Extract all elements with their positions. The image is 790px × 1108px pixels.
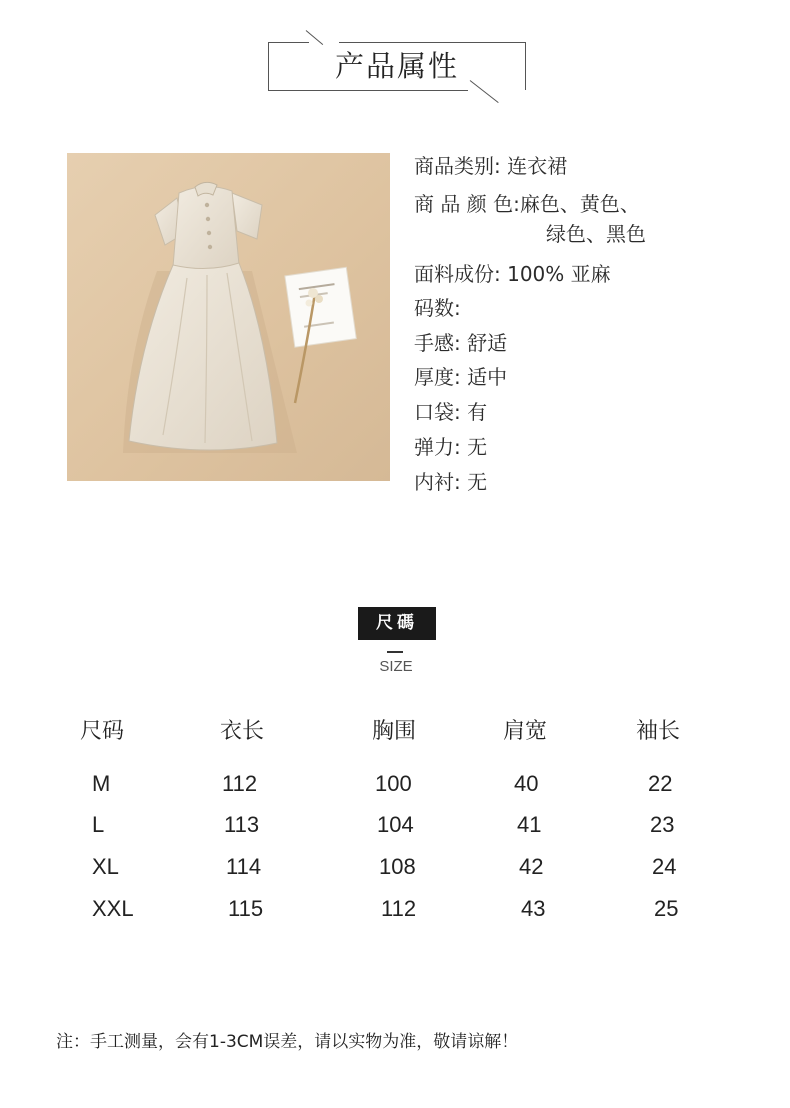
size-dash [387, 651, 403, 653]
table-cell: 41 [517, 812, 542, 837]
table-cell: 112 [222, 771, 258, 796]
attr-label: 码数 [414, 296, 454, 320]
attr-fabric: 面料成份: 100% 亚麻 [414, 262, 611, 286]
measurement-note: 注：手工测量，会有1-3CM误差，请以实物为准，敬请谅解！ [56, 1032, 519, 1052]
attr-label: 手感 [414, 331, 454, 355]
attr-value: 适中 [467, 365, 508, 389]
table-cell: 24 [652, 854, 677, 879]
attr-label: 内衬 [414, 470, 454, 494]
attr-feel: 手感: 舒适 [414, 331, 508, 355]
attr-value: 麻色、黄色、 [519, 192, 640, 216]
size-badge: 尺碼 [358, 607, 436, 640]
frame-bottom-line [268, 90, 468, 91]
attr-label: 口袋 [414, 400, 454, 424]
product-photo [67, 153, 390, 481]
table-cell: 115 [228, 896, 264, 921]
table-cell: 25 [654, 896, 679, 921]
attr-elasticity: 弹力: 无 [414, 435, 488, 459]
table-header-shoulder: 肩宽 [503, 719, 548, 744]
table-cell: 22 [648, 771, 673, 796]
attr-label: 商品类别 [414, 154, 494, 178]
attr-value: 无 [467, 470, 488, 494]
attr-lining: 内衬: 无 [414, 470, 488, 494]
table-cell: L [92, 812, 105, 837]
table-cell: 104 [377, 812, 414, 837]
table-cell: 112 [381, 896, 417, 921]
size-subtitle: SIZE [379, 658, 413, 675]
table-cell: 100 [375, 771, 412, 796]
table-cell: 43 [521, 896, 546, 921]
table-cell: 113 [224, 812, 260, 837]
table-cell: XXL [92, 896, 134, 921]
attr-category: 商品类别: 连衣裙 [414, 154, 568, 178]
table-cell: 42 [519, 854, 544, 879]
attr-label: 面料成份 [414, 262, 494, 286]
table-cell: 114 [226, 854, 262, 879]
table-header-length: 衣长 [220, 719, 265, 744]
attr-thickness: 厚度: 适中 [414, 365, 508, 389]
table-cell: 23 [650, 812, 675, 837]
table-header-bust: 胸围 [372, 719, 417, 744]
attr-label: 弹力 [414, 435, 454, 459]
dress-illustration [67, 153, 390, 481]
attr-value: 100% 亚麻 [507, 262, 611, 286]
table-cell: 40 [514, 771, 539, 796]
attr-size: 码数: [414, 296, 461, 320]
attr-value: 有 [467, 400, 488, 424]
table-cell: XL [92, 854, 119, 879]
attr-value: 无 [467, 435, 488, 459]
table-cell: 108 [379, 854, 416, 879]
table-cell: M [92, 771, 111, 796]
attr-pocket: 口袋: 有 [414, 400, 488, 424]
page-title: 产品属性 [334, 49, 459, 83]
attr-value: 连衣裙 [507, 154, 568, 178]
table-header-size: 尺码 [80, 719, 125, 744]
attr-color-cont: 绿色、黑色 [546, 222, 646, 246]
attr-value: 舒适 [467, 331, 508, 355]
table-header-sleeve: 袖长 [636, 719, 681, 744]
attr-label: 厚度 [414, 365, 454, 389]
attr-color: 商 品 颜 色:麻色、黄色、 [414, 192, 640, 216]
attr-label: 商 品 颜 色 [414, 192, 514, 216]
